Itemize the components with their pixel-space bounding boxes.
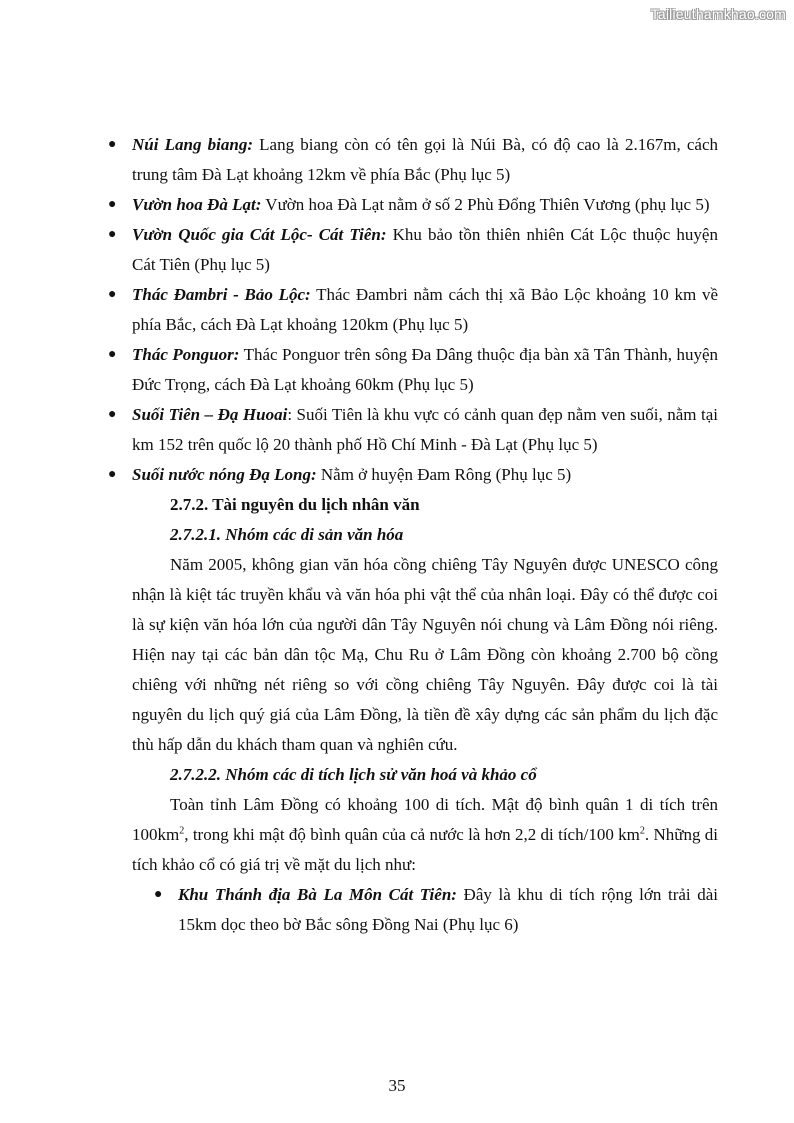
bullet-icon: ● xyxy=(108,467,117,482)
paragraph: Năm 2005, không gian văn hóa cồng chiêng Tây Nguyên được UNESCO công nhận là kiệt tác truyền khẩu và văn hóa phi vật thể của nhân loại. Đây có thể được coi là sự kiện văn hóa lớn của người dân Tây Nguyên nói chung và Lâm Đồng nói riêng. Hiện nay tại các bản dân tộc Mạ, Chu Ru ở Lâm Đồng còn khoảng 2.700 bộ cồng chiêng với những nét riêng so với cồng chiêng Tây Nguyên. Đây được coi là tài nguyên du lịch quý giá của Lâm Đồng, là tiền đề xây dựng các sản phẩm du lịch đặc thù hấp dẫn du khách tham quan và nghiên cứu. xyxy=(132,555,718,754)
item-title: Núi Lang biang: xyxy=(132,135,253,154)
item-title: Thác Ponguor: xyxy=(132,345,240,364)
list-item xyxy=(108,220,718,280)
bullet-icon: ● xyxy=(154,887,163,902)
archaeology-list xyxy=(132,880,718,940)
item-text: Khu bảo tồn thiên nhiên Cát Lộc thuộc huyện Cát Tiên (Phụ lục 5) xyxy=(132,225,718,274)
item-text: Nằm ở huyện Đam Rông (Phụ lục 5) xyxy=(316,465,572,484)
subsection-heading: 2.7.2.2. Nhóm các di tích lịch sử văn hoá và khảo cổ xyxy=(170,765,537,784)
item-text: Lang biang còn có tên gọi là Núi Bà, có độ cao là 2.167m, cách trung tâm Đà Lạt khoảng 12km về phía Bắc (Phụ lục 5) xyxy=(132,135,718,184)
list-item xyxy=(108,130,718,190)
bullet-icon: ● xyxy=(108,227,117,242)
page-number: 35 xyxy=(388,1076,406,1095)
list-item xyxy=(108,190,718,220)
bullet-icon: ● xyxy=(108,197,117,212)
bullet-icon: ● xyxy=(108,407,117,422)
item-text: Thác Đambri nằm cách thị xã Bảo Lộc khoảng 10 km về phía Bắc, cách Đà Lạt khoảng 120km (Phụ lục 5) xyxy=(132,285,718,334)
bullet-icon: ● xyxy=(108,137,117,152)
subsection-heading: 2.7.2.1. Nhóm các di sản văn hóa xyxy=(170,525,404,544)
item-title: Suối nước nóng Đạ Long: xyxy=(132,465,317,484)
item-title: Suối Tiên – Đạ Huoai xyxy=(132,405,288,424)
item-text: Vườn hoa Đà Lạt nằm ở số 2 Phù Đổng Thiên Vương (phụ lục 5) xyxy=(261,195,710,214)
paragraph-text: . Những di tích khảo cổ có giá trị về mặt du lịch như: xyxy=(132,825,718,874)
item-text: : Suối Tiên là khu vực có cảnh quan đẹp nằm ven suối, nằm tại km 152 trên quốc lộ 20 thành phố Hồ Chí Minh - Đà Lạt (Phụ lục 5) xyxy=(132,405,718,454)
watermark: Tailieuthamkhao.com xyxy=(650,6,786,22)
list-item xyxy=(154,880,718,940)
list-item xyxy=(108,460,718,490)
superscript: 2 xyxy=(639,825,645,837)
item-text: Đây là khu di tích rộng lớn trải dài 15km dọc theo bờ Bắc sông Đồng Nai (Phụ lục 6) xyxy=(178,885,718,934)
list-item xyxy=(108,280,718,340)
attraction-list xyxy=(108,130,718,490)
item-title: Vườn Quốc gia Cát Lộc- Cát Tiên: xyxy=(132,225,387,244)
list-item xyxy=(108,340,718,400)
item-text: Thác Ponguor trên sông Đa Dâng thuộc địa bàn xã Tân Thành, huyện Đức Trọng, cách Đà Lạt khoảng 60km (Phụ lục 5) xyxy=(132,345,718,394)
paragraph-text: , trong khi mật độ bình quân của cả nước là hơn 2,2 di tích/100 km xyxy=(184,825,640,844)
superscript: 2 xyxy=(179,825,185,837)
paragraph xyxy=(132,790,718,880)
item-title: Khu Thánh địa Bà La Môn Cát Tiên: xyxy=(178,885,457,904)
bullet-icon: ● xyxy=(108,347,117,362)
section-heading: 2.7.2. Tài nguyên du lịch nhân văn xyxy=(170,495,420,514)
page-content xyxy=(108,130,718,940)
list-item xyxy=(108,400,718,460)
paragraph-text: Toàn tỉnh Lâm Đồng có khoảng 100 di tích. Mật độ bình quân 1 di tích trên 100km xyxy=(132,795,718,844)
item-title: Thác Đambri - Bảo Lộc: xyxy=(132,285,311,304)
bullet-icon: ● xyxy=(108,287,117,302)
item-title: Vườn hoa Đà Lạt: xyxy=(132,195,262,214)
